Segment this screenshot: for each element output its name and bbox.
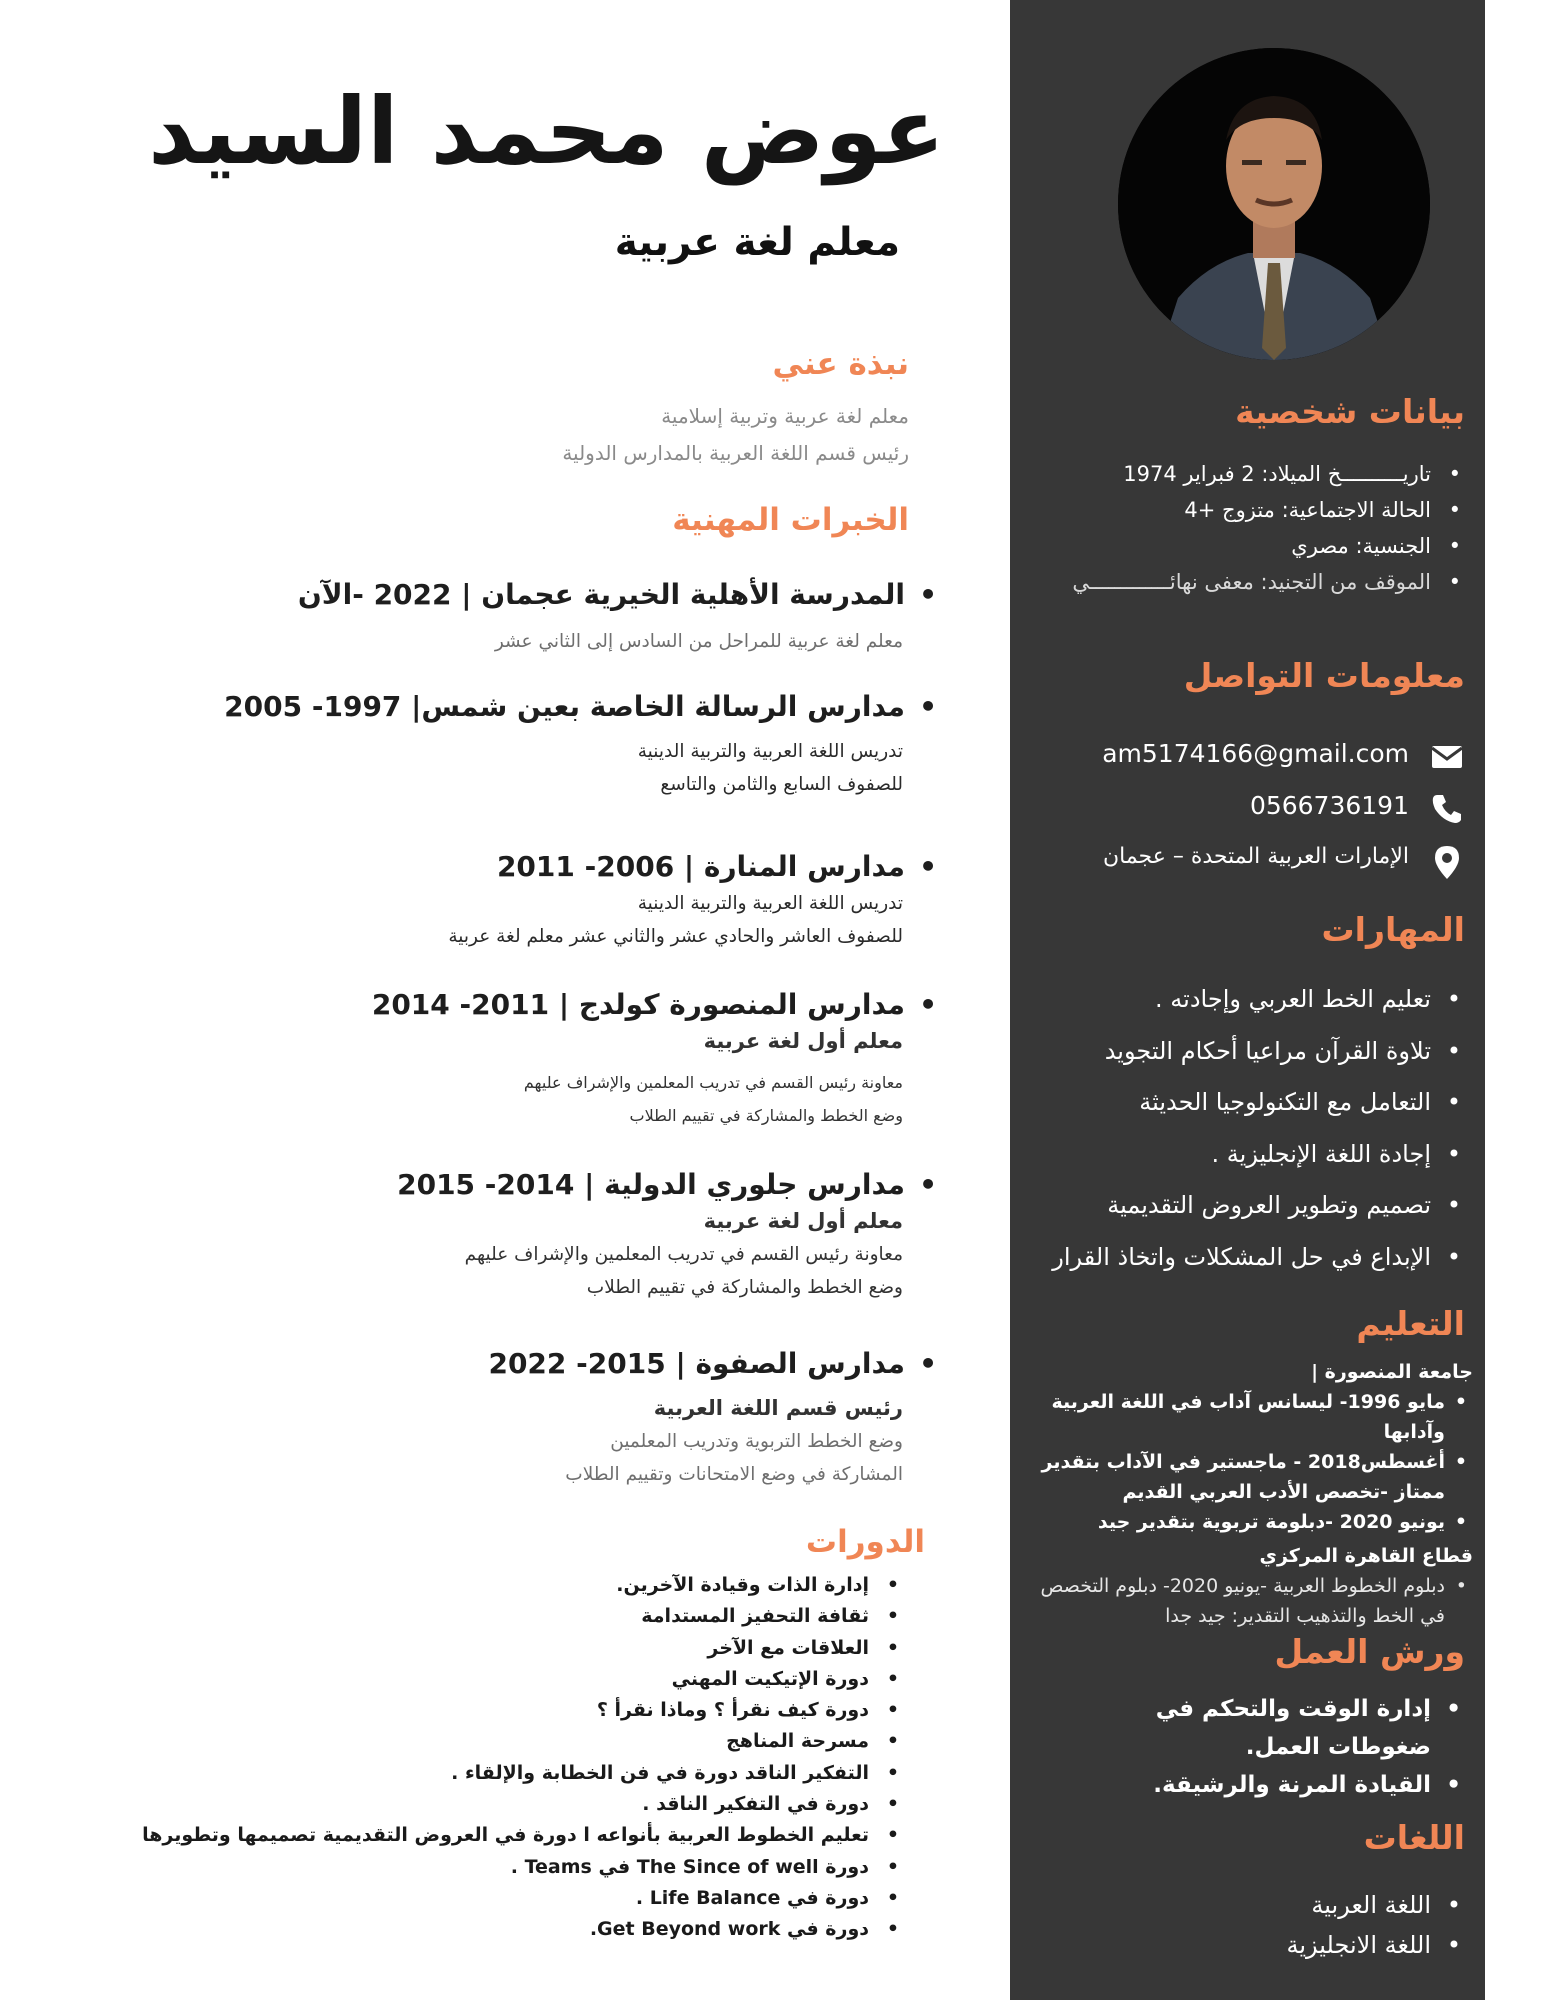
experience-line: معلم أول لغة عربية bbox=[703, 1029, 903, 1053]
page-title: عوض محمد السيد bbox=[148, 78, 945, 185]
experience-title: • مدارس المنصورة كولدج | 2011- 2014 bbox=[185, 988, 905, 1021]
education-heading: التعليم bbox=[1356, 1304, 1465, 1343]
personal-list bbox=[1072, 456, 1465, 600]
course-item: • التفكير الناقد دورة في فن الخطابة والإلقاء . bbox=[149, 1758, 869, 1789]
experience-title: • المدرسة الأهلية الخيرية عجمان | 2022 -الآن bbox=[185, 578, 905, 611]
contact-heading: معلومات التواصل bbox=[1183, 656, 1465, 695]
skill-item: • إجادة اللغة الإنجليزية . bbox=[1052, 1129, 1431, 1181]
experience-title: • مدارس الصفوة | 2015- 2022 bbox=[185, 1347, 905, 1380]
education-item: • مايو 1996- ليسانس آداب في اللغة العربية وآدابها bbox=[1023, 1387, 1445, 1447]
personal-marital-status: • الحالة الاجتماعية: متزوج +4 bbox=[1072, 492, 1431, 528]
course-item: • دورة الإتيكيت المهني bbox=[149, 1664, 869, 1695]
languages-heading: اللغات bbox=[1363, 1818, 1465, 1857]
workshop-item: • القيادة المرنة والرشيقة. bbox=[1131, 1766, 1431, 1804]
languages-list bbox=[1286, 1885, 1465, 1965]
experience-line: وضع الخطط والمشاركة في تقييم الطلاب bbox=[629, 1106, 903, 1125]
experience-entry bbox=[185, 1347, 905, 1491]
course-item: • العلاقات مع الآخر bbox=[149, 1633, 869, 1664]
email-icon bbox=[1429, 739, 1465, 773]
education-institution: قطاع القاهرة المركزي bbox=[1259, 1545, 1473, 1567]
experience-line: وضع الخطط التربوية وتدريب المعلمين bbox=[610, 1431, 903, 1452]
about-heading: نبذة عني bbox=[772, 346, 909, 382]
experience-line: معلم أول لغة عربية bbox=[703, 1209, 903, 1233]
phone-icon bbox=[1429, 791, 1465, 825]
contact-email[interactable]: am5174166@gmail.com bbox=[1102, 739, 1409, 768]
experience-heading: الخبرات المهنية bbox=[672, 502, 909, 538]
contact-phone-row[interactable] bbox=[1065, 785, 1465, 831]
contact-phone[interactable]: 0566736191 bbox=[1249, 791, 1409, 820]
experience-line: تدريس اللغة العربية والتربية الدينية bbox=[637, 893, 903, 914]
about-text bbox=[562, 398, 909, 472]
experience-line: معلم لغة عربية للمراحل من السادس إلى الثاني عشر bbox=[494, 631, 903, 652]
experience-entry bbox=[185, 578, 905, 658]
language-item: • اللغة العربية bbox=[1286, 1885, 1431, 1925]
personal-nationality: • الجنسية: مصري bbox=[1072, 528, 1431, 564]
experience-line: تدريس اللغة العربية والتربية الدينية bbox=[637, 741, 903, 762]
experience-line: المشاركة في وضع الامتحانات وتقييم الطلاب bbox=[565, 1464, 903, 1485]
skill-item: • تعليم الخط العربي وإجادته . bbox=[1052, 974, 1431, 1026]
about-line: رئيس قسم اللغة العربية بالمدارس الدولية bbox=[562, 441, 909, 465]
course-item: • إدارة الذات وقيادة الآخرين. bbox=[149, 1570, 869, 1601]
experience-line: وضع الخطط والمشاركة في تقييم الطلاب bbox=[586, 1277, 903, 1298]
profile-photo bbox=[1118, 48, 1430, 360]
education-institution: جامعة المنصورة | bbox=[1311, 1361, 1473, 1383]
contact-address-row bbox=[1065, 838, 1465, 884]
personal-heading: بيانات شخصية bbox=[1235, 392, 1465, 431]
experience-title: • مدارس جلوري الدولية | 2014- 2015 bbox=[185, 1168, 905, 1201]
profile-portrait-image bbox=[1118, 48, 1430, 360]
experience-entry bbox=[185, 1168, 905, 1304]
course-item: • دورة The Since of well في Teams . bbox=[149, 1852, 869, 1883]
course-item: • دورة في Get Beyond work. bbox=[149, 1914, 869, 1945]
skill-item: • التعامل مع التكنولوجيا الحديثة bbox=[1052, 1077, 1431, 1129]
course-item: • مسرحة المناهج bbox=[149, 1726, 869, 1757]
workshops-list bbox=[1131, 1690, 1465, 1804]
experience-line: رئيس قسم اللغة العربية bbox=[653, 1396, 903, 1420]
personal-birthdate: • تاريــــــــــخ الميلاد: 2 فبراير 1974 bbox=[1072, 456, 1431, 492]
courses-heading: الدورات bbox=[805, 1524, 925, 1560]
course-item: • ثقافة التحفيز المستدامة bbox=[149, 1601, 869, 1632]
education-item: • أغسطس2018 - ماجستير في الآداب بتقدير ممتاز -تخصص الأدب العربي القديم bbox=[1023, 1447, 1445, 1507]
experience-entry bbox=[185, 690, 905, 801]
education-list bbox=[1023, 1387, 1473, 1537]
personal-military-status: • الموقف من التجنيد: معفى نهائـــــــــــــي bbox=[1072, 564, 1431, 600]
location-pin-icon bbox=[1429, 844, 1465, 878]
course-item: • تعليم الخطوط العربية بأنواعه ا دورة في العروض التقديمية تصميمها وتطويرها bbox=[149, 1820, 869, 1851]
experience-line: للصفوف العاشر والحادي عشر والثاني عشر معلم لغة عربية bbox=[448, 926, 903, 947]
experience-entry bbox=[185, 850, 905, 953]
education-item: • دبلوم الخطوط العربية -يونيو 2020- دبلوم التخصص في الخط والتذهيب التقدير: جيد جدا bbox=[1023, 1571, 1445, 1631]
education-section bbox=[1023, 1357, 1473, 1631]
skills-list bbox=[1052, 974, 1465, 1283]
courses-list bbox=[142, 1570, 905, 1946]
experience-line: للصفوف السابع والثامن والتاسع bbox=[660, 774, 903, 795]
course-item: • دورة في Life Balance . bbox=[149, 1883, 869, 1914]
contact-email-row[interactable] bbox=[1065, 733, 1465, 779]
skill-item: • تصميم وتطوير العروض التقديمية bbox=[1052, 1180, 1431, 1232]
experience-title: • مدارس الرسالة الخاصة بعين شمس| 1997- 2005 bbox=[185, 690, 905, 723]
skill-item: • تلاوة القرآن مراعيا أحكام التجويد bbox=[1052, 1026, 1431, 1078]
course-item: • دورة كيف نقرأ ؟ وماذا نقرأ ؟ bbox=[149, 1695, 869, 1726]
education-item: • يونيو 2020 -دبلومة تربوية بتقدير جيد bbox=[1023, 1507, 1445, 1537]
course-item: • دورة في التفكير الناقد . bbox=[149, 1789, 869, 1820]
job-title: معلم لغة عربية bbox=[614, 220, 900, 265]
workshop-item: • إدارة الوقت والتحكم في ضغوطات العمل. bbox=[1131, 1690, 1431, 1766]
about-line: معلم لغة عربية وتربية إسلامية bbox=[661, 404, 909, 428]
experience-title: • مدارس المنارة | 2006- 2011 bbox=[185, 850, 905, 883]
experience-line: معاونة رئيس القسم في تدريب المعلمين والإشراف عليهم bbox=[523, 1073, 903, 1092]
skills-heading: المهارات bbox=[1321, 910, 1465, 949]
workshops-heading: ورش العمل bbox=[1274, 1632, 1465, 1671]
language-item: • اللغة الانجليزية bbox=[1286, 1925, 1431, 1965]
education-list bbox=[1023, 1571, 1473, 1631]
experience-line: معاونة رئيس القسم في تدريب المعلمين والإشراف عليهم bbox=[464, 1244, 903, 1265]
skill-item: • الإبداع في حل المشكلات واتخاذ القرار bbox=[1052, 1232, 1431, 1284]
experience-entry bbox=[185, 988, 905, 1132]
contact-address: الإمارات العربية المتحدة – عجمان bbox=[1102, 844, 1409, 869]
